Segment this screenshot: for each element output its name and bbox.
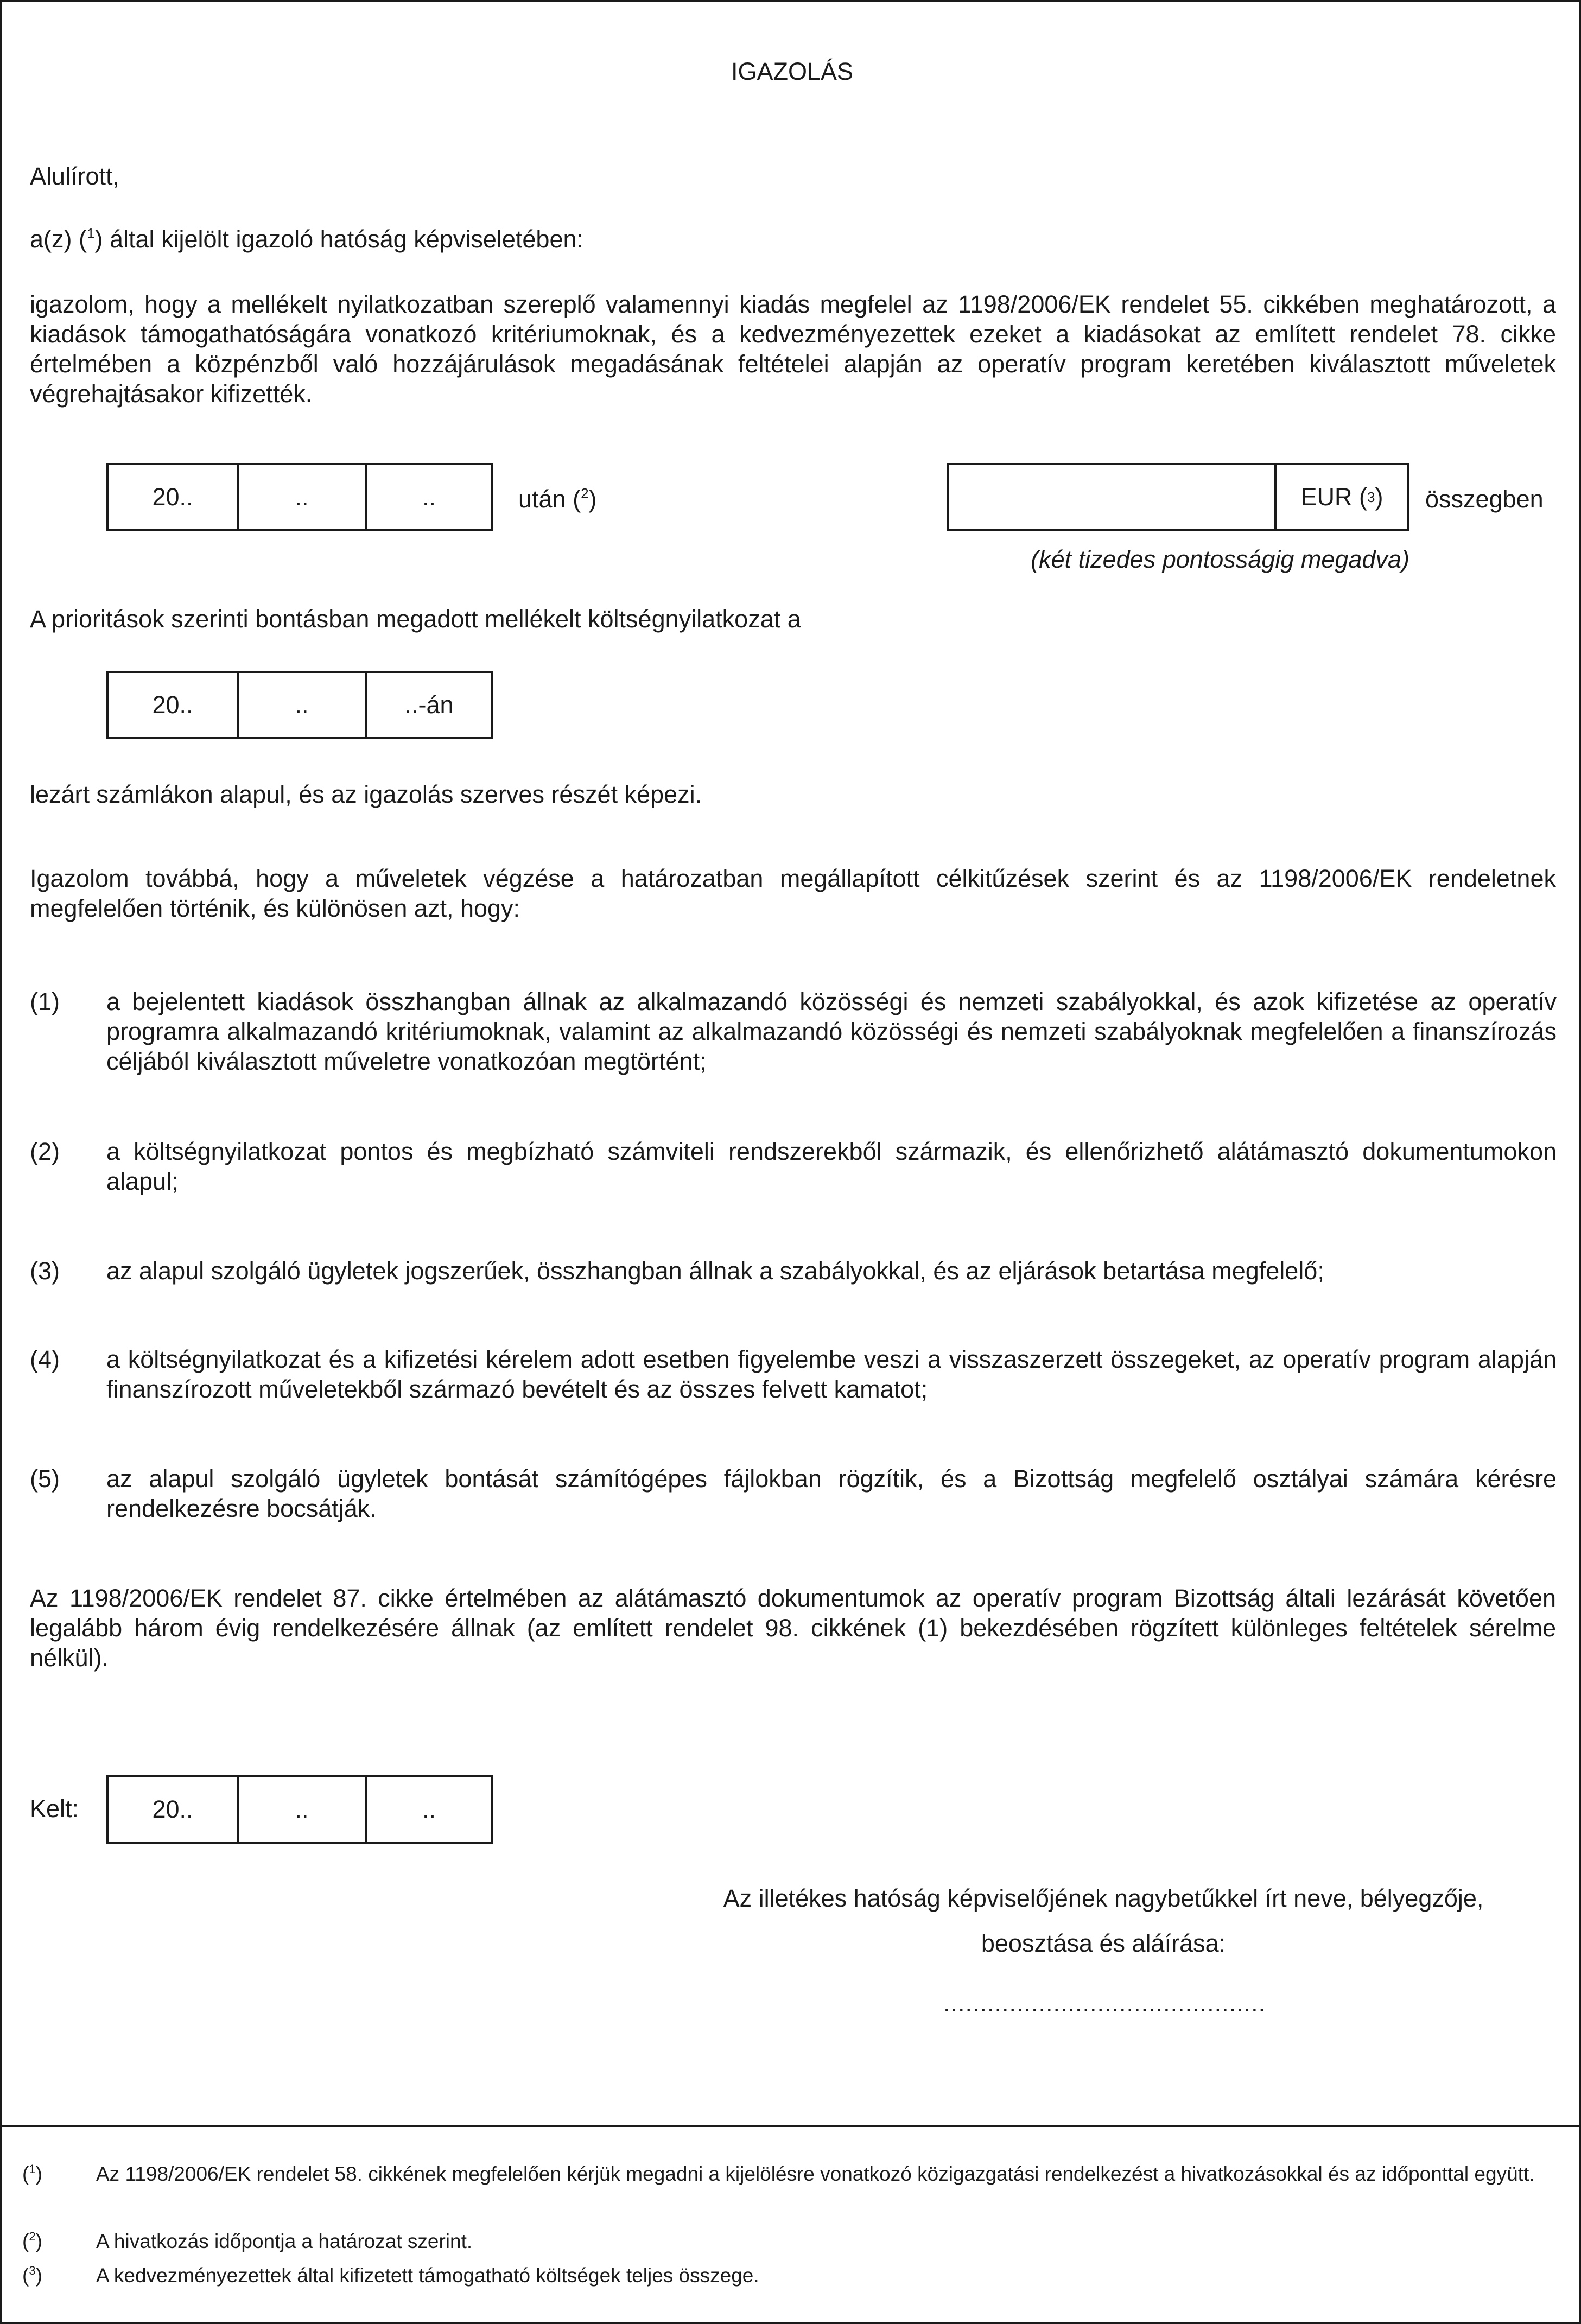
date-box-1 [106,463,493,531]
sum-label: összegben [1425,485,1544,513]
date-month: .. [237,1777,365,1842]
date-day: ..-án [365,673,491,737]
footnote-ref: 2 [581,485,589,501]
date-year: 20.. [152,1795,193,1823]
after-label: után ($^2$) [518,485,597,513]
footnote-number: ($^2$) [22,2230,42,2252]
date-year: 20.. [152,691,193,719]
date-day: .. [365,465,491,529]
item-number: (3) [30,1257,60,1285]
page-title: IGAZOLÁS [731,58,854,85]
date-box-2 [106,671,493,739]
amount-box [947,463,1409,531]
retention-paragraph: Az 1198/2006/EK rendelet 87. cikke értelmében az alátámasztó dokumentumok az operatív program Bizottság általi lezárását követően legalább három évig rendelkezésére állnak (az említett rendelet 98. cikkének (1) bekezdésében rögzített különleges feltételek sérelme nélkül). [30,1584,1556,1672]
footnote-ref: 1 [87,225,95,242]
currency-label: EUR ( 3 ) [1300,483,1383,511]
footnote-number: ($^3$) [22,2264,42,2287]
date-year: 20.. [152,483,193,511]
list-item: az alapul szolgáló ügyletek bontását számítógépes fájlokban rögzítik, és a Bizottság megfelelő osztályai számára kérésre rendelkezésre bocsátják. [106,1465,1557,1522]
salutation: Alulírott, [30,162,120,190]
kelt-label: Kelt: [30,1795,79,1823]
signature-line: ............................................ [943,1989,1266,2017]
closed-accounts-line: lezárt számlákon alapul, és az igazolás szerves részét képezi. [30,780,702,808]
item-number: (5) [30,1465,60,1493]
declaration-line: A prioritások szerinti bontásban megadott mellékelt költségnyilatkozat a [30,605,801,633]
further-certify-paragraph: Igazolom továbbá, hogy a műveletek végzése a határozatban megállapított célkitűzések szerint és az 1198/2006/EK rendeletnek megfelelően történik, és különösen azt, hogy: [30,865,1556,922]
item-number: (1) [30,988,60,1015]
certify-paragraph: igazolom, hogy a mellékelt nyilatkozatban szereplő valamennyi kiadás megfelel az 1198/2006/EK rendelet 55. cikkében meghatározott, a kiadások támogathatóságára vonatkozó kritériumoknak, és a kedvezményezettek ezeket a kiadásokat az említett rendelet 78. cikke értelmében a közpénzből való hozzájárulások megadásának feltételei alapján az operatív program keretében kiválasztott műveletek végrehajtásakor kifizették. [30,290,1556,408]
precision-note: (két tizedes pontosságig megadva) [1031,545,1409,573]
footnote-3: A kedvezményezettek által kifizetett támogatható költségek teljes összege. [96,2264,759,2287]
list-item: a bejelentett kiadások összhangban állnak az alkalmazandó közösségi és nemzeti szabályokkal, és azok kifizetése az operatív programra alkalmazandó kritériumoknak, valamint az alkalmazandó közösségi és nemzeti szabályoknak megfelelően a finanszírozás céljából kiválasztott műveletre vonatkozóan megtörtént; [106,988,1557,1075]
date-day: .. [365,1777,491,1842]
footnote-1: Az 1198/2006/EK rendelet 58. cikkének megfelelően kérjük megadni a kijelölésre vonatkozó közigazgatási rendelkezést a hivatkozásokkal és az időponttal együtt. [96,2163,1535,2185]
item-number: (2) [30,1138,60,1165]
footnote-2: A hivatkozás időpontja a határozat szerint. [96,2230,473,2252]
item-number: (4) [30,1345,60,1373]
signature-date-box [106,1775,493,1844]
amount-field [949,465,1277,529]
date-month: .. [237,465,365,529]
footnote-divider [2,2125,1579,2127]
list-item: az alapul szolgáló ügyletek jogszerűek, összhangban állnak a szabályokkal, és az eljárások betartása megfelelő; [106,1257,1324,1285]
signature-caption-line1: Az illetékes hatóság képviselőjének nagybetűkkel írt neve, bélyegzője, [723,1884,1484,1912]
date-month: .. [237,673,365,737]
list-item: a költségnyilatkozat pontos és megbízható számviteli rendszerekből származik, és ellenőrizhető alátámasztó dokumentumokon alapul; [106,1138,1557,1195]
footnote-number: ($^1$) [22,2162,42,2185]
list-item: a költségnyilatkozat és a kifizetési kérelem adott esetben figyelembe veszi a visszaszerzett összegeket, az operatív program alapján finanszírozott műveletekből származó bevételt és az összes felvett kamatot; [106,1345,1557,1403]
signature-caption-line2: beosztása és aláírása: [981,1929,1226,1957]
authority-line: a(z) ($^1$) által kijelölt igazoló hatóság képviseletében: [30,225,584,253]
